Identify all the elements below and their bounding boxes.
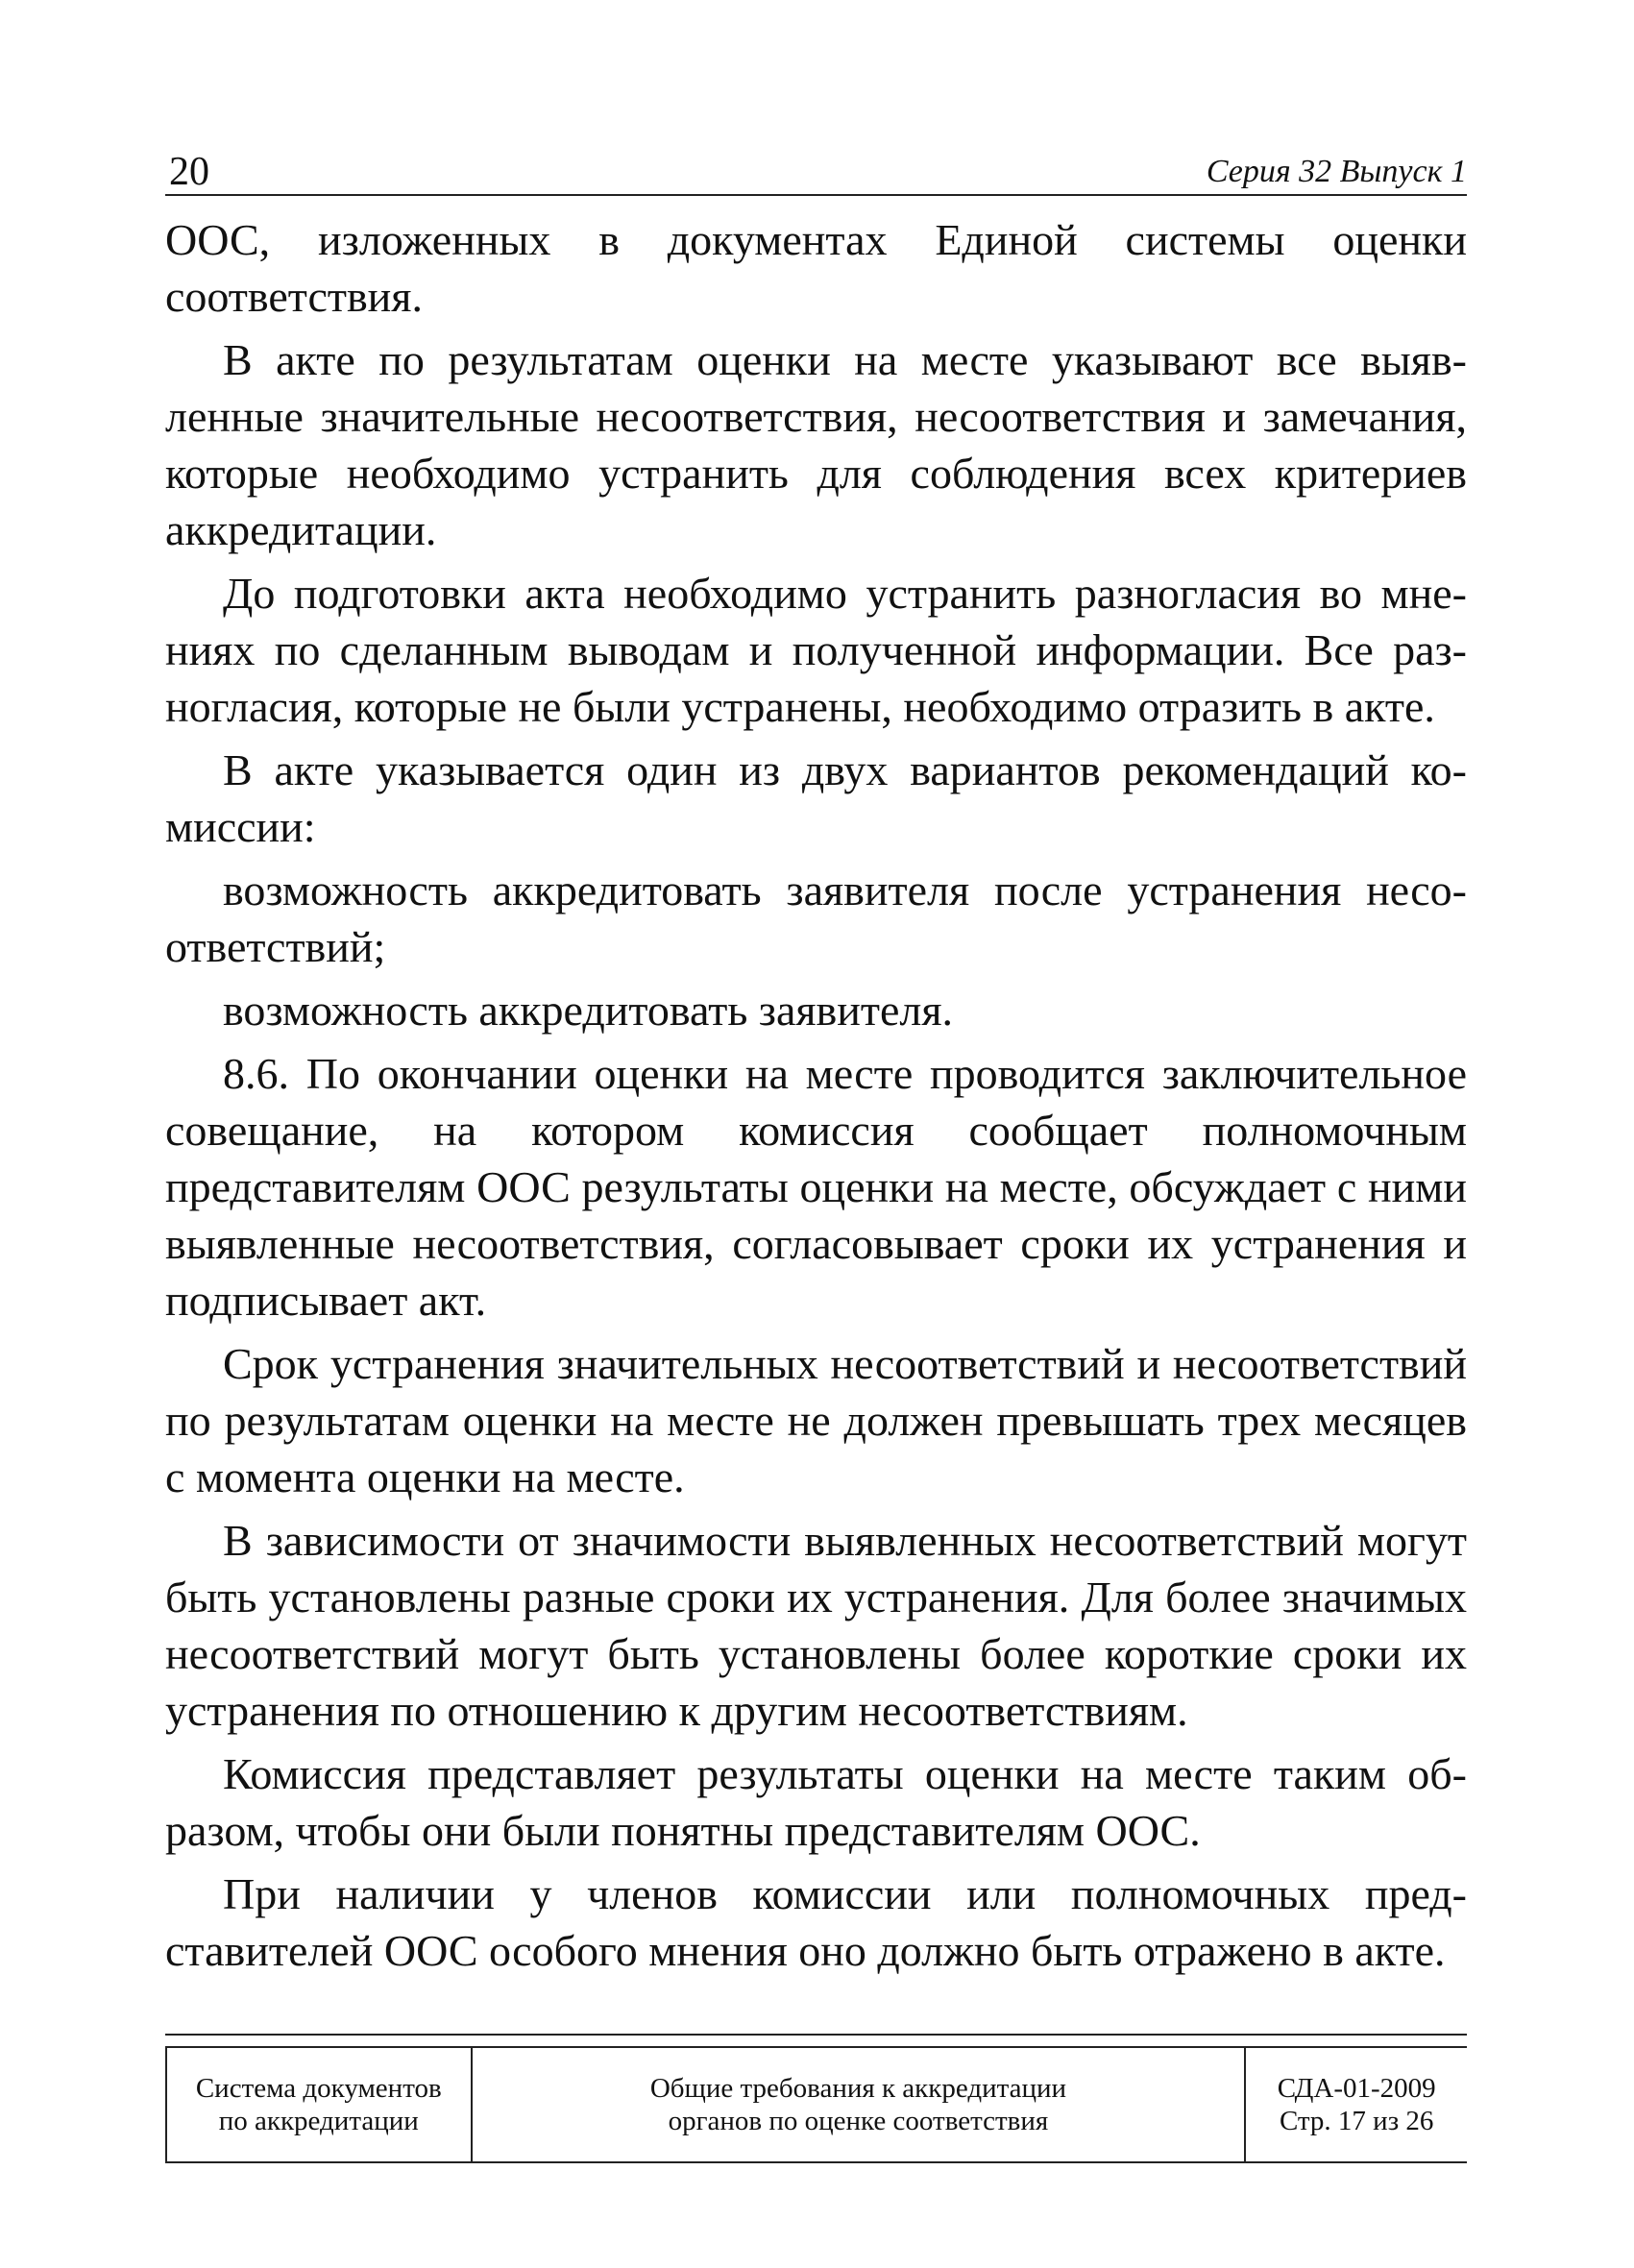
list-item: возможность аккредитовать заявителя. <box>223 986 954 1035</box>
paragraph: 8.6. По окончании оценки на месте проводится заключительное совещание, на котором комиссия сообщает полномочным представителям ООС результаты оценки на месте, обсуждает с ними выявленные несоответствия, согласовывает сроки их устранения и подписывает акт. <box>165 1049 1467 1325</box>
footer-code-cell <box>1246 2048 1467 2161</box>
footer-system-cell <box>167 2048 473 2161</box>
paragraph: В зависимости от значимости выявленных несоответствий могут быть установлены разные сроки их устранения. Для более значимых несоответствий могут быть установлены более короткие сроки их устранения по отношению к другим несоответствиям. <box>165 1516 1467 1735</box>
list-item: возможность аккредитовать заявителя после устранения несоответствий; <box>165 866 1467 971</box>
page-number: 20 <box>169 150 209 194</box>
body-text <box>165 211 1467 1979</box>
paragraph: При наличии у членов комиссии или полномочных представителей ООС особого мнения оно должно быть отражено в акте. <box>165 1869 1467 1975</box>
paragraph: В акте по результатам оценки на месте указывают все выявленные значительные несоответствия, несоответствия и замечания, которые необходимо устранить для соблюдения всех критериев аккредитации. <box>165 335 1467 554</box>
running-header <box>165 144 1467 196</box>
paragraph: Срок устранения значительных несоответствий и несоответствий по результатам оценки на месте не должен превышать трех месяцев с момента оценки на месте. <box>165 1339 1467 1501</box>
paragraph: До подготовки акта необходимо устранить разногласия во мнениях по сделанным выводам и полученной информации. Все разногласия, которые не были устранены, необходимо отразить в акте. <box>165 569 1467 731</box>
footer-title-cell <box>473 2048 1247 2161</box>
paragraph: ООС, изложенных в документах Единой системы оценки соответствия. <box>165 215 1467 321</box>
footer-table <box>165 2046 1467 2163</box>
document-page <box>165 144 1467 2136</box>
paragraph: В акте указывается один из двух вариантов рекомендаций комиссии: <box>165 745 1467 851</box>
footer-document-code: СДА-01-2009 <box>1277 2073 1436 2104</box>
footer-page-count: Стр. 17 из 26 <box>1279 2106 1434 2136</box>
footer-system-line1: Система документов <box>195 2073 442 2104</box>
series-title: Серия 32 Выпуск 1 <box>1206 154 1467 189</box>
footer-title-line1: Общие требования к аккредитации <box>649 2073 1067 2104</box>
footer-system-line2: по аккредитации <box>218 2106 419 2136</box>
footer-divider <box>165 2034 1467 2036</box>
footer-title-line2: органов по оценке соответствия <box>668 2106 1049 2136</box>
paragraph: Комиссия представляет результаты оценки на месте таким образом, чтобы они были понятны представителям ООС. <box>165 1749 1467 1855</box>
